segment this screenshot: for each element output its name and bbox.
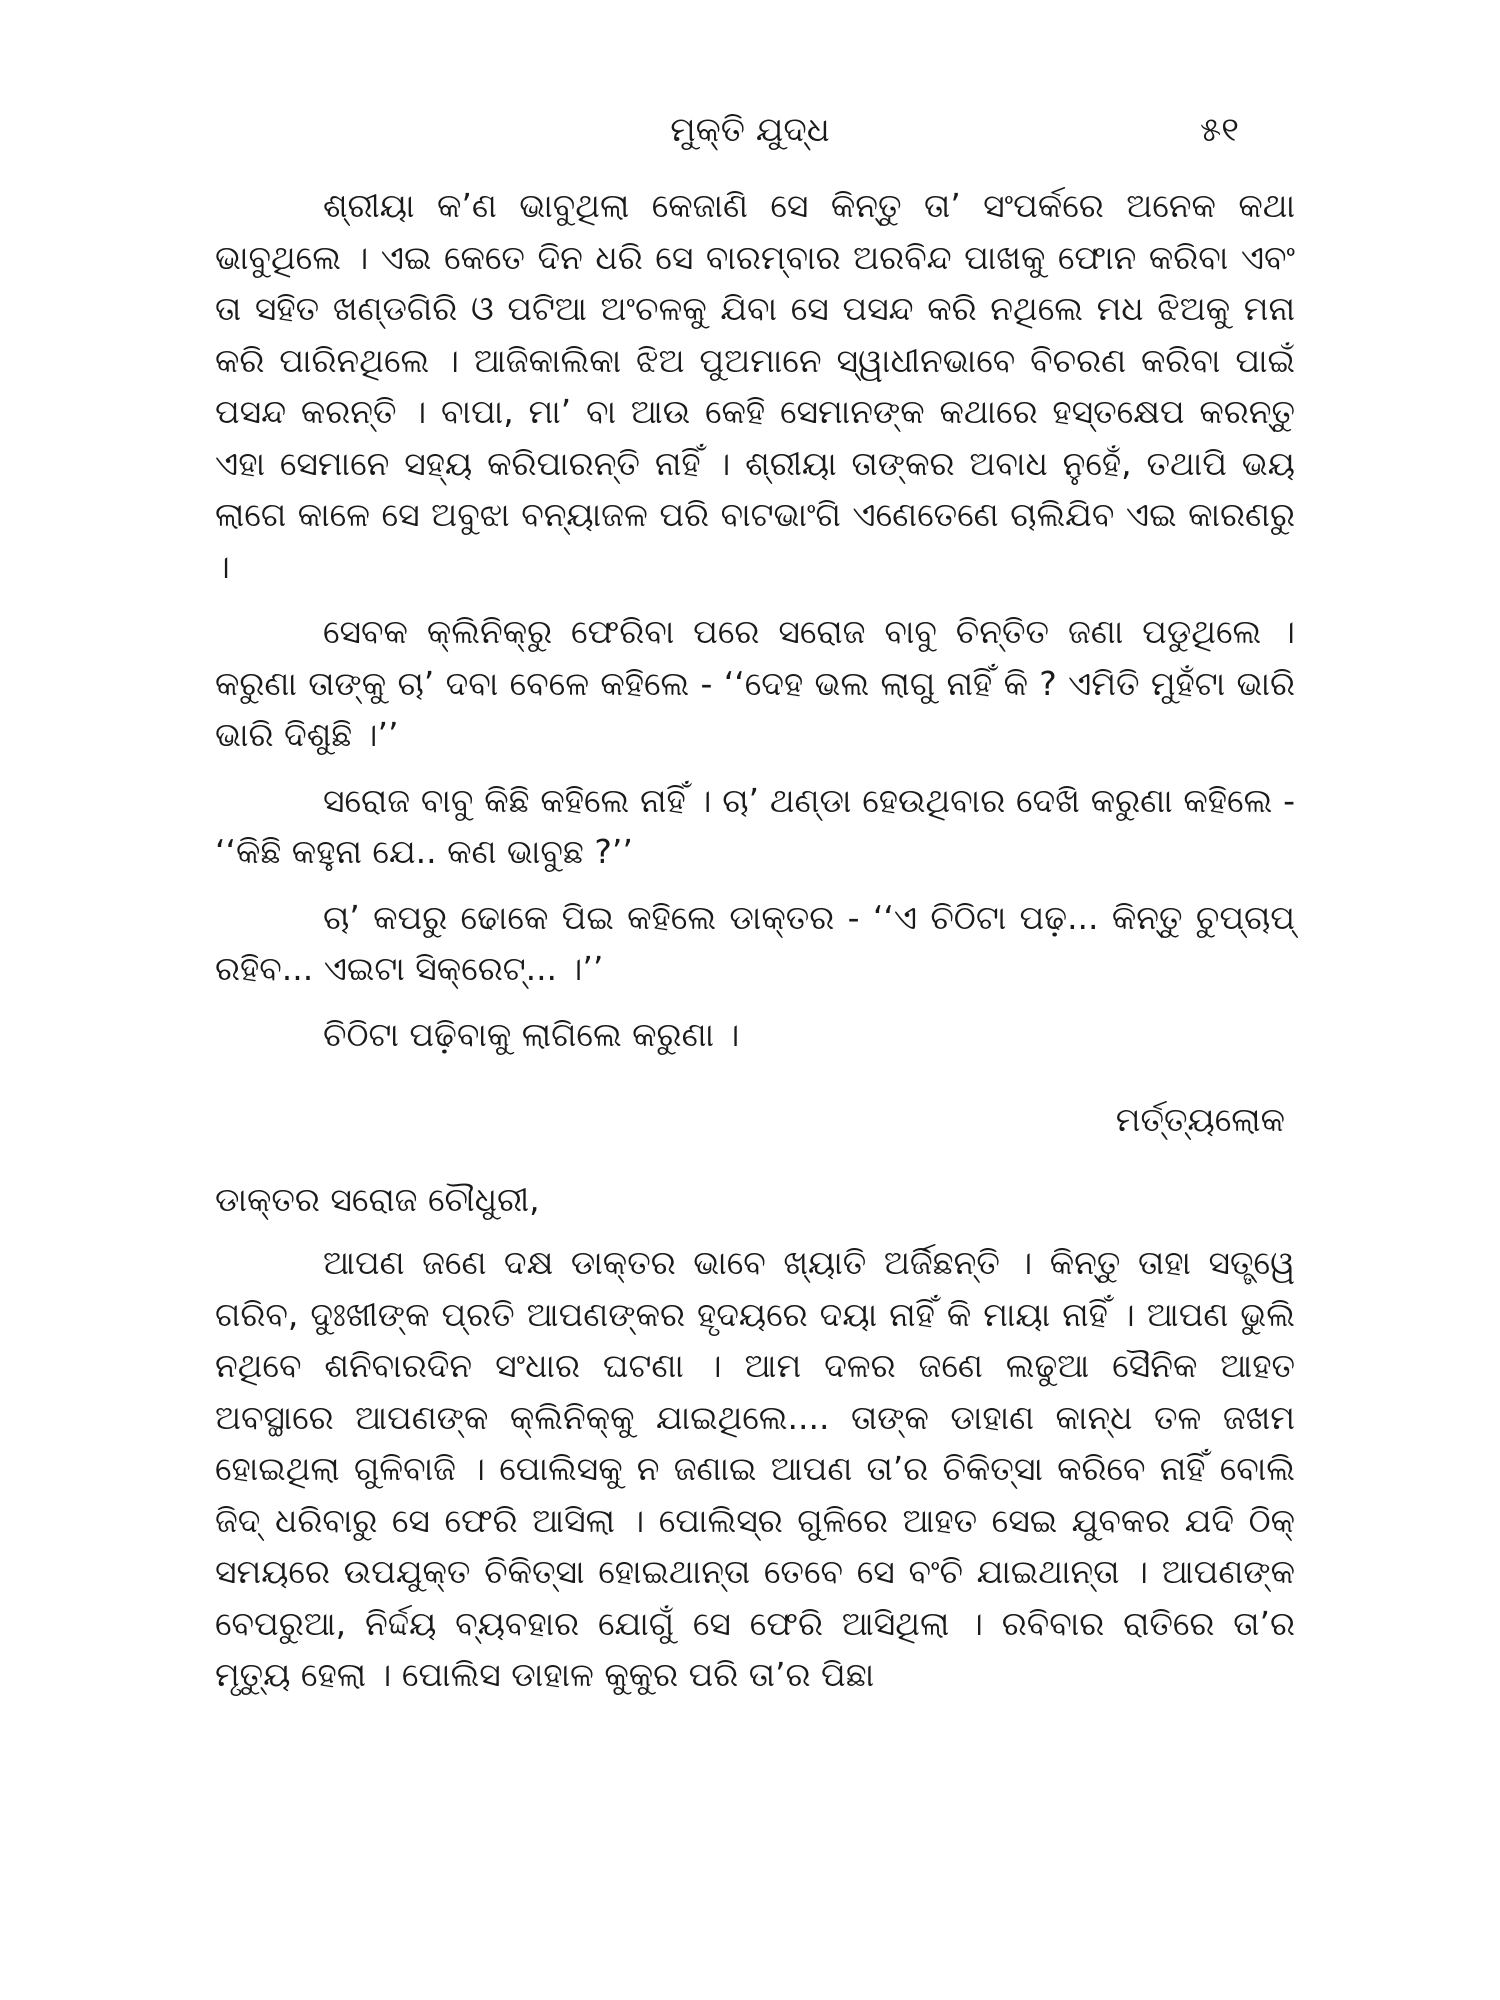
- paragraph: ସରୋଜ ବାବୁ କିଛି କହିଲେ ନାହିଁ । ଚା’ ଥଣ୍ଡା ହେଉଥିବାର ଦେଖି କରୁଣା କହିଲେ - ‘‘କିଛି କହୁନା ଯେ.. କଣ ଭାବୁଛ ?’’: [215, 780, 1295, 871]
- paragraph: ସେବକ କ୍ଲିନିକ୍‌ରୁ ଫେରିବା ପରେ ସରୋଜ ବାବୁ ଚିନ୍ତିତ ଜଣା ପଡୁଥିଲେ । କରୁଣା ତାଙ୍କୁ ଚା’ ଦବା ବେଳେ କହିଲେ - ‘‘ଦେହ ଭଲ ଲାଗୁ ନାହିଁ କି ? ଏମିତି ମୁହଁଟା ଭାରି ଭାରି ଦିଶୁଛି ।’’: [215, 612, 1295, 754]
- page-number: ୫୧: [1200, 110, 1239, 150]
- letter-body: ଆପଣ ଜଣେ ଦକ୍ଷ ଡାକ୍ତର ଭାବେ ଖ୍ୟାତି ଅର୍ଜିଛନ୍ତି । କିନ୍ତୁ ତାହା ସତ୍ତ୍ୱେ ଗରିବ, ଦୁଃଖୀଙ୍କ ପ୍ରତି ଆପଣଙ୍କର ହୃଦୟରେ ଦୟା ନାହିଁ କି ମାୟା ନାହିଁ । ଆପଣ ଭୁଲି ନଥିବେ ଶନିବାରଦିନ ସଂଧାର ଘଟଣା । ଆମ ଦଳର ଜଣେ ଲଢୁଆ ସୈନିକ ଆହତ ଅବସ୍ଥାରେ ଆପଣଙ୍କ କ୍ଲିନିକ୍‌କୁ ଯାଇଥିଲେ.... ତାଙ୍କ ଡାହାଣ କାନ୍ଧ ତଳ ଜଖମ ହୋଇଥିଲା ଗୁଳିବାଜି । ପୋଲିସକୁ ନ ଜଣାଇ ଆପଣ ତା’ର ଚିକିତ୍ସା କରିବେ ନାହିଁ ବୋଲି ଜିଦ୍ ଧରିବାରୁ ସେ ଫେରି ଆସିଲା । ପୋଲିସ୍‌ର ଗୁଳିରେ ଆହତ ସେଇ ଯୁବକର ଯଦି ଠିକ୍ ସମୟରେ ଉପଯୁକ୍ତ ଚିକିତ୍ସା ହୋଇଥାନ୍ତା ତେବେ ସେ ବଂଚି ଯାଇଥାନ୍ତା । ଆପଣଙ୍କ ବେପରୁଆ, ନିର୍ଦ୍ଦୟ ବ୍ୟବହାର ଯୋଗୁଁ ସେ ଫେରି ଆସିଥିଲା । ରବିବାର ରାତିରେ ତା’ର ମୃତ୍ୟୁ ହେଲା । ପୋଲିସ ଡାହାଳ କୁକୁର ପରି ତା’ର ପିଛା: [215, 1243, 1295, 1694]
- paragraph: ଚା’ କପରୁ ଢୋକେ ପିଇ କହିଲେ ଡାକ୍ତର - ‘‘ଏ ଚିଠିଟା ପଢ଼... କିନ୍ତୁ ଚୁପ୍‌ଚାପ୍ ରହିବ... ଏଇଟା ସିକ୍ରେଟ୍... ।’’: [215, 897, 1295, 988]
- paragraph: ଚିଠିଟା ପଢ଼ିବାକୁ ଲାଗିଲେ କରୁଣା ।: [323, 1014, 740, 1054]
- body-text: [215, 180, 1295, 1715]
- paragraph: ଶ୍ରୀୟା କ’ଣ ଭାବୁଥିଲା କେଜାଣି ସେ କିନ୍ତୁ ତା’ ସଂପର୍କରେ ଅନେକ କଥା ଭାବୁଥିଲେ । ଏଇ କେତେ ଦିନ ଧରି ସେ ବାରମ୍ବାର ଅରବିନ୍ଦ ପାଖକୁ ଫୋନ କରିବା ଏବଂ ତା ସହିତ ଖଣ୍ଡଗିରି ଓ ପଟିଆ ଅଂଚଳକୁ ଯିବା ସେ ପସନ୍ଦ କରି ନଥିଲେ ମଧ ଝିଅକୁ ମନା କରି ପାରିନଥିଲେ । ଆଜିକାଲିକା ଝିଅ ପୁଅମାନେ ସ୍ୱାଧୀନଭାବେ ବିଚରଣ କରିବା ପାଇଁ ପସନ୍ଦ କରନ୍ତି । ବାପା, ମା’ ବା ଆଉ କେହି ସେମାନଙ୍କ କଥାରେ ହସ୍ତକ୍ଷେପ କରନ୍ତୁ ଏହା ସେମାନେ ସହ୍ୟ କରିପାରନ୍ତି ନାହିଁ । ଶ୍ରୀୟା ତାଙ୍କର ଅବାଧ ନୁହେଁ, ତଥାପି ଭୟ ଲାଗେ କାଳେ ସେ ଅବୁଝା ବନ୍ୟାଜଳ ପରି ବାଟଭାଂଗି ଏଣେତେଣେ ଚାଲିଯିବ ଏଇ କାରଣରୁ ।: [215, 186, 1295, 586]
- running-title: ମୁକ୍ତି ଯୁଦ୍ଧ: [670, 110, 830, 150]
- letter-place: ମର୍ତ୍ତ୍ୟଲୋକ: [1115, 1100, 1285, 1139]
- letter-salutation: ଡାକ୍ତର ସରୋଜ ଚୌଧୁରୀ,: [215, 1179, 540, 1219]
